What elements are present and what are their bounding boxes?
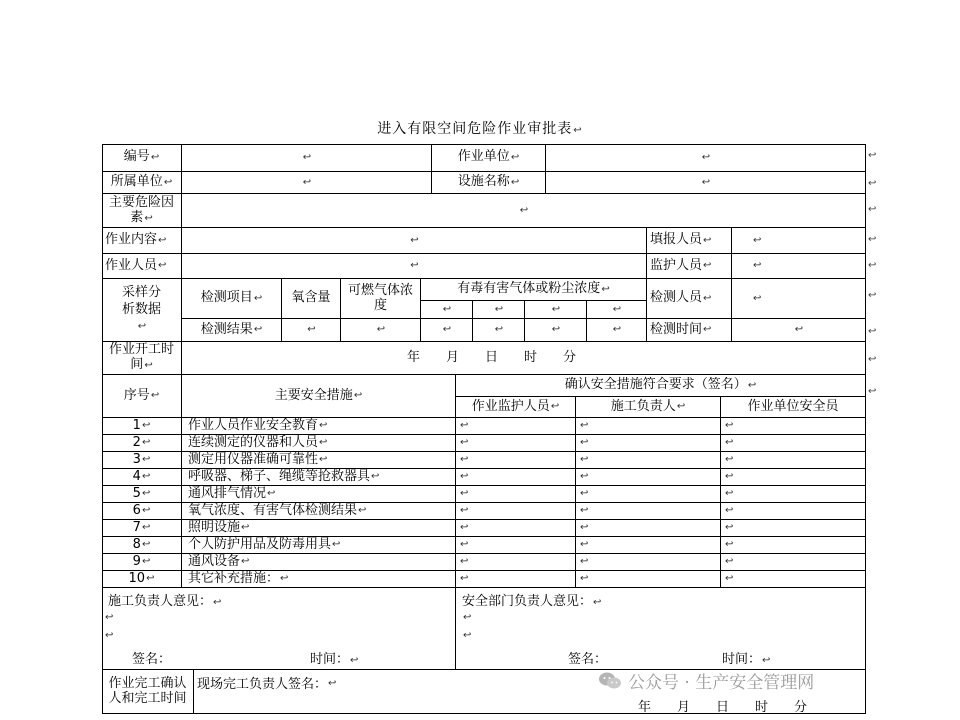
field-yanghanliang-result[interactable]: ↩ (282, 319, 341, 342)
sign-anquanyuan[interactable]: ↩ (721, 486, 866, 503)
form-title: 进入有限空间危险作业审批表↩ (377, 121, 583, 137)
margin-mark: ↩ (868, 234, 877, 245)
measure-text: 测定用仪器准确可靠性 ↩ (182, 452, 456, 469)
sign-jianhu[interactable]: ↩ (456, 537, 576, 554)
col-anquanyuan: 作业单位安全员 (721, 397, 866, 418)
measure-no: 4 ↩ (102, 469, 182, 486)
sign-anquanyuan[interactable]: ↩ (721, 435, 866, 452)
field-tianbao-renyuan[interactable]: ↩ (732, 228, 866, 254)
label-suoshu-danwei: 所属单位 ↩ (102, 172, 182, 194)
label-jiance-jieguo: 检测结果 ↩ (182, 319, 282, 342)
blank-line-mark: ↩ (463, 630, 472, 641)
sub-cell-4[interactable]: ↩ (587, 301, 647, 319)
aq-qianming: 签名： (568, 652, 608, 667)
blank-line-mark: ↩ (105, 630, 114, 641)
approval-form-table (102, 144, 866, 714)
sub-cell-2[interactable]: ↩ (473, 301, 525, 319)
measure-text: 氧气浓度、有害气体检测结果 ↩ (182, 503, 456, 520)
measure-text: 通风设备 ↩ (182, 554, 456, 571)
label-queren: 确认安全措施符合要求（签名） ↩ (456, 375, 866, 397)
measure-no: 10 ↩ (102, 571, 182, 588)
label-kaigong-shijian: 作业开工时间↩ (102, 342, 182, 375)
label-sheshi-mingcheng: 设施名称 ↩ (432, 172, 546, 194)
margin-mark: ↩ (868, 260, 877, 271)
label-bianhao: 编号 ↩ (102, 144, 182, 172)
sign-anquanyuan[interactable]: ↩ (721, 537, 866, 554)
measure-no: 3 ↩ (102, 452, 182, 469)
label-tianbao-renyuan: 填报人员 ↩ (647, 228, 732, 254)
col-fuzeren: 施工负责人 ↩ (576, 397, 721, 418)
sign-jianhu[interactable]: ↩ (456, 571, 576, 588)
aq-yijian-label: 安全部门负责人意见：↩ (462, 594, 602, 609)
sign-fuzeren[interactable]: ↩ (576, 418, 721, 435)
sign-fuzeren[interactable]: ↩ (576, 503, 721, 520)
field-zuoye-neirong[interactable]: ↩ (182, 228, 647, 254)
sign-anquanyuan[interactable]: ↩ (721, 452, 866, 469)
label-jiance-xiangmu: 检测项目 ↩ (182, 279, 282, 319)
label-jianhu-renyuan: 监护人员 ↩ (647, 254, 732, 279)
measure-no: 9 ↩ (102, 554, 182, 571)
field-youdu-result-2[interactable]: ↩ (473, 319, 525, 342)
measure-text: 照明设施 ↩ (182, 520, 456, 537)
margin-mark: ↩ (868, 204, 877, 215)
field-youdu-result-3[interactable]: ↩ (525, 319, 587, 342)
col-jianhu: 作业监护人员 ↩ (456, 397, 576, 418)
field-zhuyao-weixian[interactable]: ↩ (182, 194, 866, 228)
sign-jianhu[interactable]: ↩ (456, 486, 576, 503)
label-xuhao: 序号 ↩ (102, 375, 182, 418)
measure-text: 其它补充措施： ↩ (182, 571, 456, 588)
sign-fuzeren[interactable]: ↩ (576, 469, 721, 486)
sign-anquanyuan[interactable]: ↩ (721, 520, 866, 537)
sign-jianhu[interactable]: ↩ (456, 503, 576, 520)
field-bianhao[interactable]: ↩ (182, 144, 432, 172)
label-zhuyao-cuoshi: 主要安全措施 ↩ (182, 375, 456, 418)
sign-anquanyuan[interactable]: ↩ (721, 571, 866, 588)
sg-shijian: 时间：↩ (310, 652, 359, 667)
label-zuoye-danwei: 作业单位 ↩ (432, 144, 546, 172)
wangong-datetime: 年 月 日 时 分 (638, 700, 808, 715)
label-yanghanliang: 氧含量 (282, 279, 341, 319)
sign-jianhu[interactable]: ↩ (456, 469, 576, 486)
field-youdu-result-4[interactable]: ↩ (587, 319, 647, 342)
label-youdu-qiti: 有毒有害气体或粉尘浓度 ↩ (421, 279, 647, 301)
field-keran-result[interactable]: ↩ (341, 319, 421, 342)
margin-mark: ↩ (868, 386, 877, 397)
blank-line-mark: ↩ (105, 612, 114, 623)
watermark-text: 公众号 · 生产安全管理网 (628, 673, 815, 693)
sign-fuzeren[interactable]: ↩ (576, 571, 721, 588)
label-jiance-renyuan: 检测人员 ↩ (647, 279, 732, 319)
sign-anquanyuan[interactable]: ↩ (721, 418, 866, 435)
wechat-icon (598, 671, 622, 691)
label-caiyang: 采样分析数据↩ (102, 279, 182, 342)
field-youdu-result-1[interactable]: ↩ (421, 319, 473, 342)
sign-fuzeren[interactable]: ↩ (576, 537, 721, 554)
label-zhuyao-weixian: 主要危险因素↩ (102, 194, 182, 228)
label-zuoye-renyuan: 作业人员 ↩ (102, 254, 182, 279)
sign-jianhu[interactable]: ↩ (456, 520, 576, 537)
field-sheshi-mingcheng[interactable]: ↩ (546, 172, 866, 194)
field-jiance-renyuan[interactable]: ↩ (732, 279, 866, 319)
sub-cell-3[interactable]: ↩ (525, 301, 587, 319)
measure-no: 1 ↩ (102, 418, 182, 435)
sign-jianhu[interactable]: ↩ (456, 435, 576, 452)
field-suoshu-danwei[interactable]: ↩ (182, 172, 432, 194)
sg-yijian-label: 施工负责人意见：↩ (108, 594, 222, 609)
field-wangong[interactable]: 现场完工负责人签名： ↩ (194, 670, 866, 714)
sign-anquanyuan[interactable]: ↩ (721, 554, 866, 571)
label-zuoye-neirong: 作业内容 ↩ (102, 228, 182, 254)
measure-text: 通风排气情况 ↩ (182, 486, 456, 503)
sign-jianhu[interactable]: ↩ (456, 418, 576, 435)
blank-line-mark: ↩ (463, 612, 472, 623)
label-keran-qiti: 可燃气体浓度 (341, 279, 421, 319)
margin-mark: ↩ (868, 150, 877, 161)
sub-cell-1[interactable]: ↩ (421, 301, 473, 319)
sign-fuzeren[interactable]: ↩ (576, 520, 721, 537)
measure-text: 呼吸器、梯子、绳缆等抢救器具 ↩ (182, 469, 456, 486)
measure-text: 作业人员作业安全教育 ↩ (182, 418, 456, 435)
field-kaigong-shijian[interactable]: 年 月 日 时 分 (182, 342, 866, 375)
measure-no: 8 ↩ (102, 537, 182, 554)
label-jiance-shijian: 检测时间 ↩ (647, 319, 732, 342)
margin-mark: ↩ (868, 326, 877, 337)
measure-no: 2 ↩ (102, 435, 182, 452)
label-wangong: 作业完工确认人和完工时间 (102, 670, 194, 714)
sign-jianhu[interactable]: ↩ (456, 554, 576, 571)
sign-fuzeren[interactable]: ↩ (576, 486, 721, 503)
sg-qianming: 签名： (132, 652, 172, 667)
sign-fuzeren[interactable]: ↩ (576, 554, 721, 571)
margin-mark: ↩ (868, 354, 877, 365)
watermark (598, 668, 814, 693)
sign-jianhu[interactable]: ↩ (456, 452, 576, 469)
measure-text: 连续测定的仪器和人员 ↩ (182, 435, 456, 452)
aq-shijian: 时间：↩ (722, 652, 771, 667)
measure-no: 6 ↩ (102, 503, 182, 520)
field-jiance-shijian[interactable]: ↩ (732, 319, 866, 342)
measure-no: 7 ↩ (102, 520, 182, 537)
field-zuoye-danwei[interactable]: ↩ (546, 144, 866, 172)
field-jianhu-renyuan[interactable]: ↩ (732, 254, 866, 279)
margin-mark: ↩ (868, 290, 877, 301)
sign-fuzeren[interactable]: ↩ (576, 452, 721, 469)
sign-anquanyuan[interactable]: ↩ (721, 469, 866, 486)
sign-fuzeren[interactable]: ↩ (576, 435, 721, 452)
field-zuoye-renyuan[interactable]: ↩ (182, 254, 647, 279)
measure-no: 5 ↩ (102, 486, 182, 503)
measure-text: 个人防护用品及防毒用具 ↩ (182, 537, 456, 554)
sign-anquanyuan[interactable]: ↩ (721, 503, 866, 520)
margin-mark: ↩ (868, 178, 877, 189)
